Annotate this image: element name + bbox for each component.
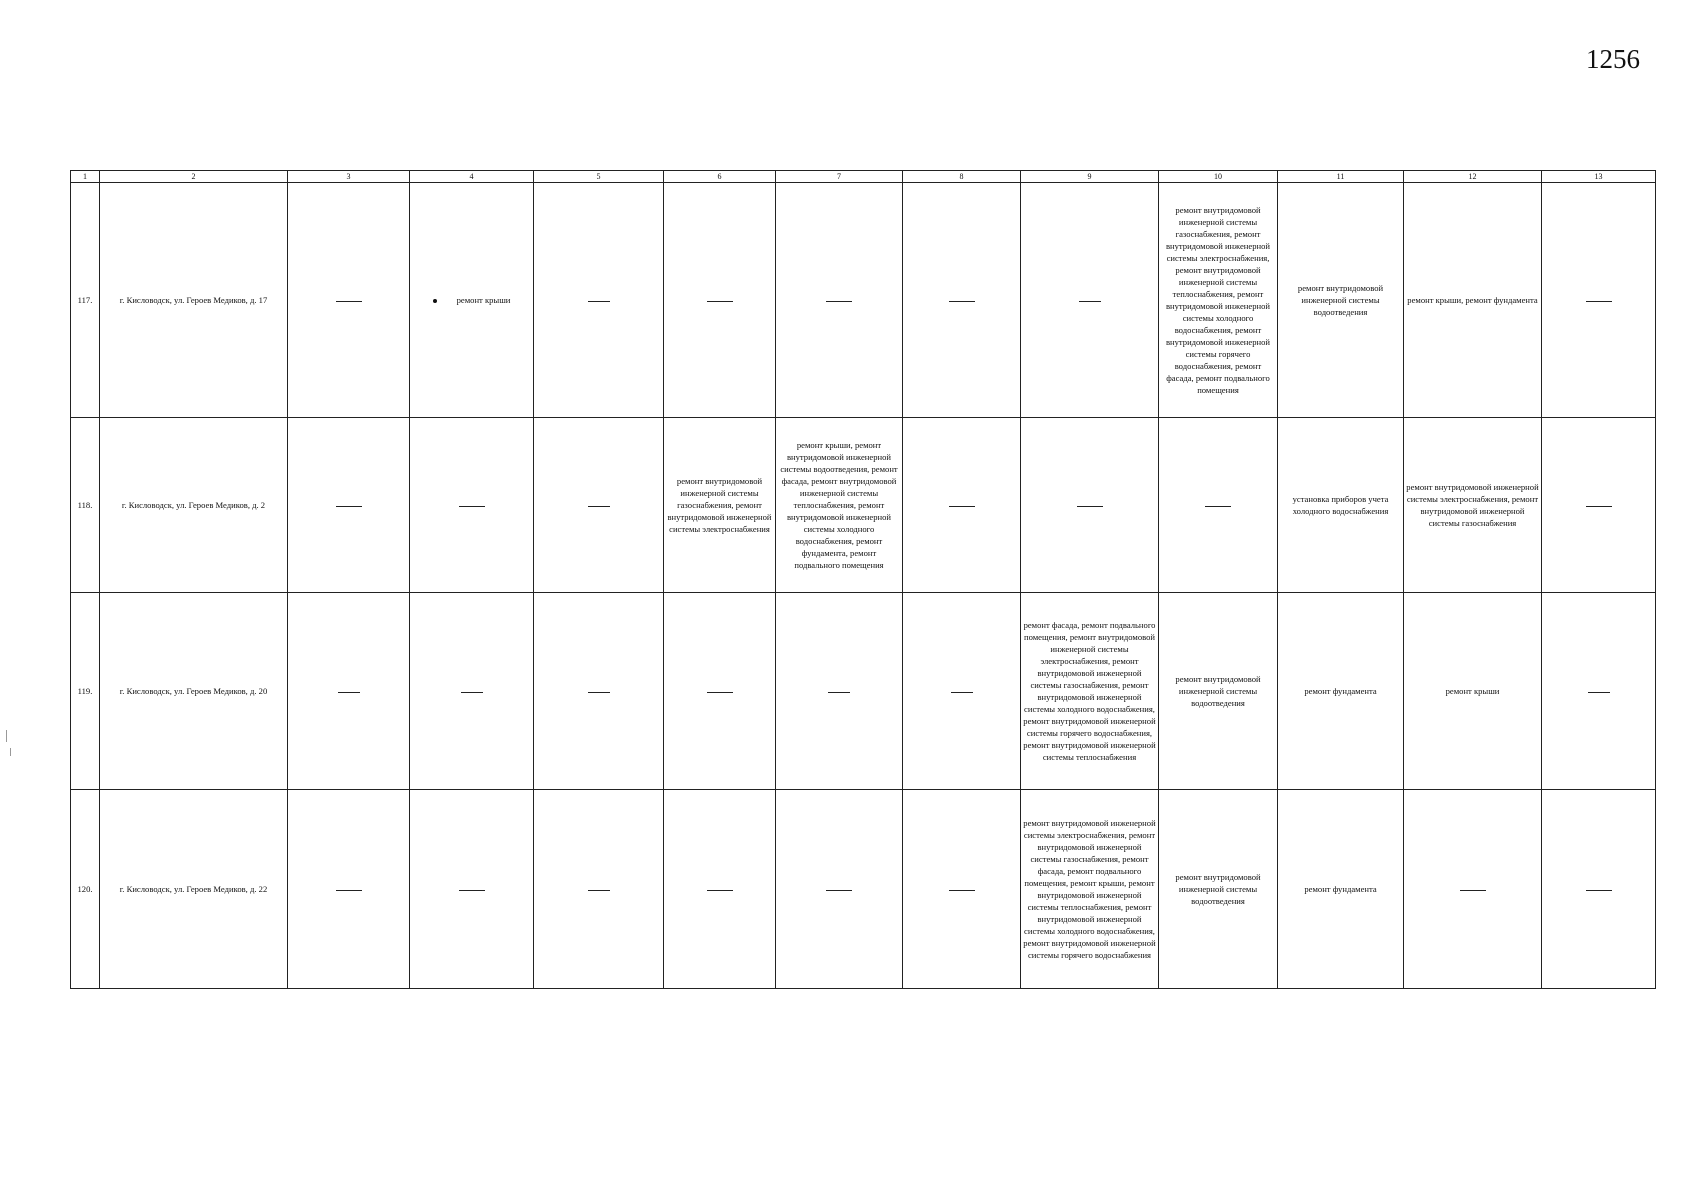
work-cell: ремонт фасада, ремонт подвального помещения, ремонт внутридомовой инженерной системы электроснабжения, ремонт внутридомовой инженерной системы газоснабжения, ремонт внутридомовой инженерной системы холодного водоснабжения, ремонт внутридомовой инженерной системы горячего водоснабжения, ремонт внутридомовой инженерной системы теплоснабжения — [1021, 593, 1159, 790]
work-cell: ремонт крыши, ремонт внутридомовой инженерной системы водоотведения, ремонт фасада, ремонт внутридомовой инженерной системы теплоснабжения, ремонт внутридомовой инженерной системы холодного водоснабжения, ремонт фундамента, ремонт подвального помещения — [776, 418, 903, 593]
dash-mark — [1586, 506, 1612, 507]
empty-cell-dash — [288, 183, 410, 418]
work-cell: ремонт внутридомовой инженерной системы водоотведения — [1159, 790, 1278, 989]
work-cell: ремонт внутридомовой инженерной системы электроснабжения, ремонт внутридомовой инженерной системы газоснабжения — [1404, 418, 1542, 593]
dash-mark — [1077, 506, 1103, 507]
work-cell: ремонт фундамента — [1278, 790, 1404, 989]
dash-mark — [588, 890, 610, 891]
dash-mark — [1586, 301, 1612, 302]
scan-artifact — [10, 748, 11, 756]
empty-cell-dash — [1021, 418, 1159, 593]
dash-mark — [588, 506, 610, 507]
empty-cell-dash — [1159, 418, 1278, 593]
column-header: 10 — [1159, 171, 1278, 183]
empty-cell-dash — [1542, 418, 1656, 593]
column-header: 3 — [288, 171, 410, 183]
dash-mark — [1205, 506, 1231, 507]
empty-cell-dash — [903, 418, 1021, 593]
empty-cell-dash — [410, 593, 534, 790]
work-cell: установка приборов учета холодного водоснабжения — [1278, 418, 1404, 593]
empty-cell-dash — [1404, 790, 1542, 989]
empty-cell-dash — [1542, 593, 1656, 790]
empty-cell-dash — [776, 183, 903, 418]
dash-mark — [461, 692, 483, 693]
dash-mark — [707, 301, 733, 302]
page-number: 1256 — [1586, 44, 1640, 74]
dash-mark — [828, 692, 850, 693]
dash-mark — [949, 506, 975, 507]
dash-mark — [826, 301, 852, 302]
row-number: 117. — [71, 183, 100, 418]
empty-cell-dash — [1021, 183, 1159, 418]
row-number: 118. — [71, 418, 100, 593]
column-header: 6 — [664, 171, 776, 183]
work-cell: ремонт крыши — [1404, 593, 1542, 790]
empty-cell-dash — [288, 593, 410, 790]
empty-cell-dash — [776, 593, 903, 790]
empty-cell-dash — [1542, 183, 1656, 418]
row-number: 119. — [71, 593, 100, 790]
address-cell: г. Кисловодск, ул. Героев Медиков, д. 22 — [100, 790, 288, 989]
empty-cell-dash — [534, 418, 664, 593]
empty-cell-dash — [903, 790, 1021, 989]
bullet-mark — [433, 299, 437, 303]
empty-cell-dash — [288, 790, 410, 989]
work-cell: ремонт внутридомовой инженерной системы газоснабжения, ремонт внутридомовой инженерной системы электроснабжения — [664, 418, 776, 593]
dash-mark — [459, 506, 485, 507]
dash-mark — [336, 890, 362, 891]
empty-cell-dash — [534, 183, 664, 418]
column-header: 2 — [100, 171, 288, 183]
scan-artifact — [6, 730, 7, 742]
work-cell: ремонт внутридомовой инженерной системы водоотведения — [1159, 593, 1278, 790]
dash-mark — [1460, 890, 1486, 891]
work-cell: ремонт фундамента — [1278, 593, 1404, 790]
dash-mark — [336, 506, 362, 507]
address-cell: г. Кисловодск, ул. Героев Медиков, д. 20 — [100, 593, 288, 790]
empty-cell-dash — [903, 183, 1021, 418]
column-header: 7 — [776, 171, 903, 183]
column-header: 13 — [1542, 171, 1656, 183]
empty-cell-dash — [903, 593, 1021, 790]
column-header: 12 — [1404, 171, 1542, 183]
dash-mark — [826, 890, 852, 891]
table-row — [71, 790, 1656, 989]
address-cell: г. Кисловодск, ул. Героев Медиков, д. 2 — [100, 418, 288, 593]
empty-cell-dash — [288, 418, 410, 593]
empty-cell-dash — [410, 790, 534, 989]
dash-mark — [338, 692, 360, 693]
table-row — [71, 593, 1656, 790]
dash-mark — [949, 890, 975, 891]
row-number: 120. — [71, 790, 100, 989]
column-header: 1 — [71, 171, 100, 183]
dash-mark — [336, 301, 362, 302]
empty-cell-dash — [664, 790, 776, 989]
column-header: 11 — [1278, 171, 1404, 183]
column-header: 4 — [410, 171, 534, 183]
work-cell: ремонт крыши, ремонт фундамента — [1404, 183, 1542, 418]
empty-cell-dash — [664, 183, 776, 418]
dash-mark — [588, 301, 610, 302]
dash-mark — [1079, 301, 1101, 302]
repair-schedule-table — [70, 170, 1656, 989]
empty-cell-dash — [534, 593, 664, 790]
dash-mark — [707, 692, 733, 693]
column-number-row — [71, 171, 1656, 183]
empty-cell-dash — [1542, 790, 1656, 989]
dash-mark — [1586, 890, 1612, 891]
column-header: 9 — [1021, 171, 1159, 183]
work-cell: ремонт внутридомовой инженерной системы газоснабжения, ремонт внутридомовой инженерной системы электроснабжения, ремонт внутридомовой инженерной системы теплоснабжения, ремонт внутридомовой инженерной системы холодного водоснабжения, ремонт внутридомовой инженерной системы горячего водоснабжения, ремонт фасада, ремонт подвального помещения — [1159, 183, 1278, 418]
empty-cell-dash — [664, 593, 776, 790]
dash-mark — [1588, 692, 1610, 693]
dash-mark — [459, 890, 485, 891]
dash-mark — [707, 890, 733, 891]
column-header: 5 — [534, 171, 664, 183]
table-row — [71, 183, 1656, 418]
table-row — [71, 418, 1656, 593]
work-text: ремонт крыши — [456, 295, 511, 305]
empty-cell-dash — [410, 418, 534, 593]
address-cell: г. Кисловодск, ул. Героев Медиков, д. 17 — [100, 183, 288, 418]
dash-mark — [951, 692, 973, 693]
work-cell: ремонт внутридомовой инженерной системы водоотведения — [1278, 183, 1404, 418]
dash-mark — [949, 301, 975, 302]
column-header: 8 — [903, 171, 1021, 183]
empty-cell-dash — [534, 790, 664, 989]
empty-cell-dash — [776, 790, 903, 989]
work-cell — [410, 183, 534, 418]
work-cell: ремонт внутридомовой инженерной системы электроснабжения, ремонт внутридомовой инженерной системы газоснабжения, ремонт фасада, ремонт подвального помещения, ремонт крыши, ремонт внутридомовой инженерной системы теплоснабжения, ремонт внутридомовой инженерной системы холодного водоснабжения, ремонт внутридомовой инженерной системы горячего водоснабжения — [1021, 790, 1159, 989]
dash-mark — [588, 692, 610, 693]
